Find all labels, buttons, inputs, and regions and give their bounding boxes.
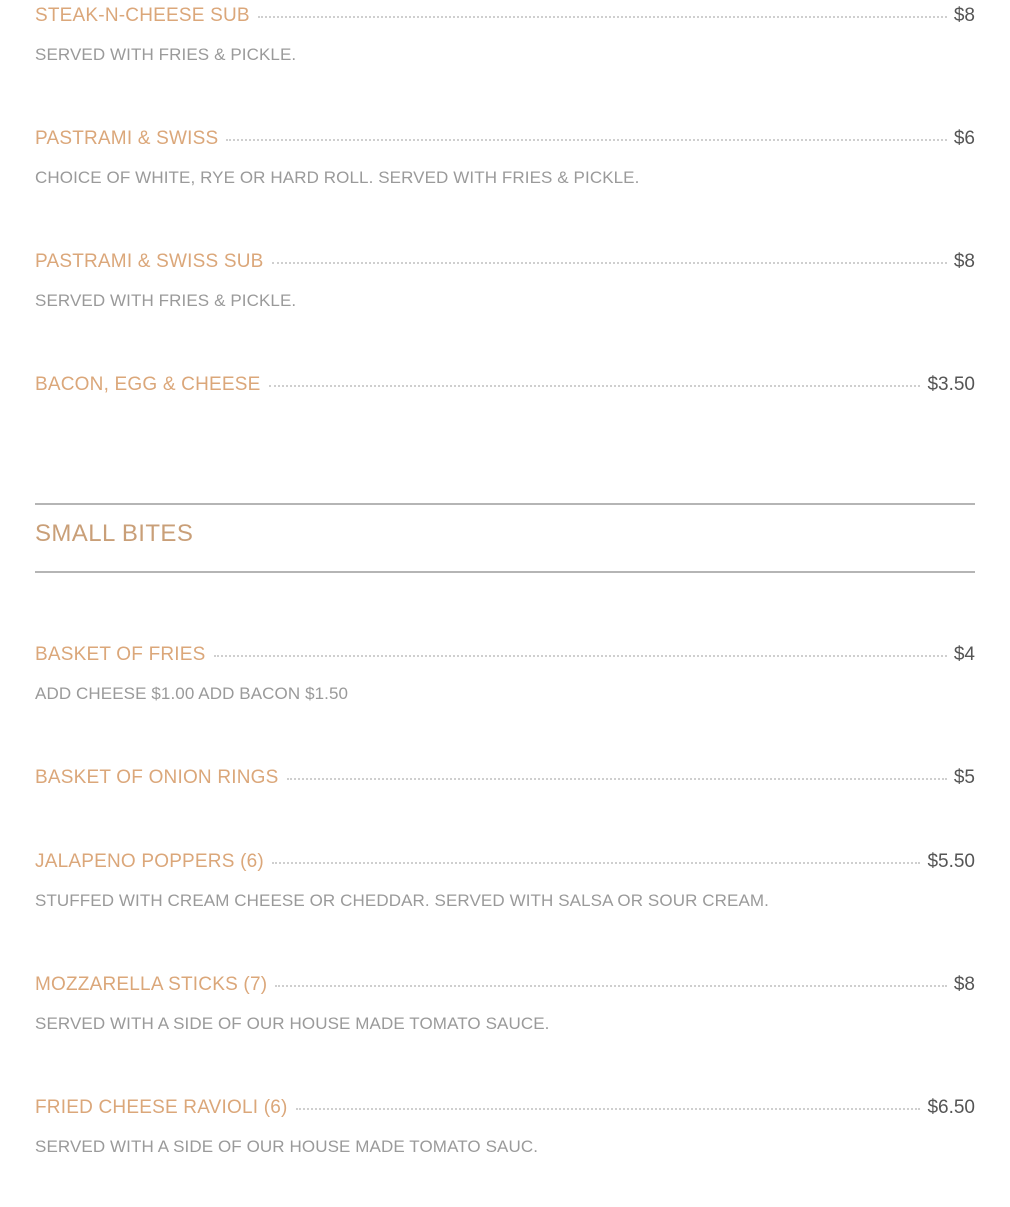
menu-item-name: BASKET OF ONION RINGS: [35, 767, 279, 788]
menu-item-description: SERVED WITH A SIDE OF OUR HOUSE MADE TOMATO SAUCE.: [35, 1014, 550, 1033]
menu-item-name: STEAK-N-CHEESE SUB: [35, 5, 250, 26]
section-divider-bottom: [35, 571, 975, 573]
menu-item-description: STUFFED WITH CREAM CHEESE OR CHEDDAR. SERVED WITH SALSA OR SOUR CREAM.: [35, 891, 769, 910]
menu-item-name: JALAPENO POPPERS (6): [35, 851, 264, 872]
menu-item-price: $8: [953, 974, 975, 995]
menu-item: [35, 5, 975, 65]
menu-item-name: PASTRAMI & SWISS SUB: [35, 251, 264, 272]
menu-item-header: [35, 251, 975, 277]
menu-item: [35, 974, 975, 1034]
menu-item-header: [35, 128, 975, 154]
dot-leader: [269, 385, 921, 387]
menu-item-price: $8: [953, 5, 975, 26]
menu-item-header: [35, 5, 975, 31]
menu-item: [35, 128, 975, 188]
menu-item-price: $6: [953, 128, 975, 149]
menu-item: [35, 851, 975, 911]
menu-item-price: $5: [953, 767, 975, 788]
menu-item: [35, 374, 975, 400]
menu-item-header: [35, 1097, 975, 1123]
menu-item-header: [35, 767, 975, 793]
section-divider-top: [35, 503, 975, 505]
menu-item-description: ADD CHEESE $1.00 ADD BACON $1.50: [35, 684, 349, 703]
dot-leader: [296, 1108, 921, 1110]
dot-leader: [226, 139, 946, 141]
menu-item: [35, 1097, 975, 1157]
dot-leader: [258, 16, 947, 18]
dot-leader: [287, 778, 947, 780]
menu-item: [35, 767, 975, 793]
menu-item-name: BACON, EGG & CHEESE: [35, 374, 261, 395]
menu-item-header: [35, 851, 975, 877]
dot-leader: [272, 862, 921, 864]
dot-leader: [272, 262, 947, 264]
menu-item-name: FRIED CHEESE RAVIOLI (6): [35, 1097, 288, 1118]
menu-item-description: SERVED WITH A SIDE OF OUR HOUSE MADE TOMATO SAUC.: [35, 1137, 539, 1156]
menu-item-name: PASTRAMI & SWISS: [35, 128, 219, 149]
menu-item-price: $4: [953, 644, 975, 665]
menu-item-price: $3.50: [927, 374, 975, 395]
menu-item-price: $5.50: [927, 851, 975, 872]
menu-item-description: SERVED WITH FRIES & PICKLE.: [35, 45, 297, 64]
menu-item-header: [35, 644, 975, 670]
dot-leader: [214, 655, 947, 657]
menu-item-name: MOZZARELLA STICKS (7): [35, 974, 268, 995]
menu-item-name: BASKET OF FRIES: [35, 644, 206, 665]
menu-item-description: CHOICE OF WHITE, RYE OR HARD ROLL. SERVED WITH FRIES & PICKLE.: [35, 168, 640, 187]
menu-item-header: [35, 374, 975, 400]
menu-item: [35, 251, 975, 311]
section-title: SMALL BITES: [35, 520, 194, 547]
dot-leader: [275, 985, 947, 987]
menu-item-price: $8: [953, 251, 975, 272]
menu-item: [35, 644, 975, 704]
menu-item-header: [35, 974, 975, 1000]
menu-item-description: SERVED WITH FRIES & PICKLE.: [35, 291, 297, 310]
menu-item-price: $6.50: [927, 1097, 975, 1118]
